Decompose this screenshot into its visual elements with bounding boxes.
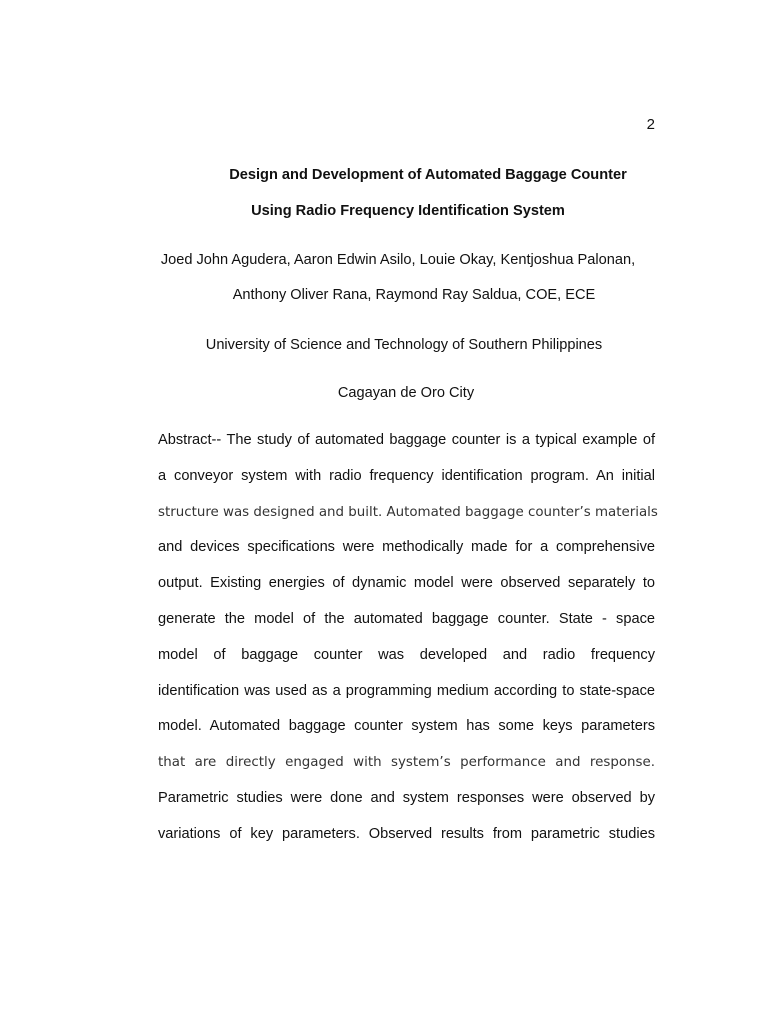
abstract-line: structure was designed and built. Automated baggage counter’s materials xyxy=(158,504,658,520)
abstract-line: that are directly engaged with system’s performance and response. xyxy=(158,755,655,771)
abstract-line: variations of key parameters. Observed results from parametric studies xyxy=(158,825,655,842)
abstract-line: identification was used as a programming medium according to state-space xyxy=(158,682,655,699)
abstract-line: model of baggage counter was developed and radio frequency xyxy=(158,646,655,663)
abstract-line: generate the model of the automated baggage counter. State - space xyxy=(158,610,655,627)
abstract-paragraph xyxy=(158,423,658,853)
abstract-line: output. Existing energies of dynamic model were observed separately to xyxy=(158,575,655,592)
abstract-line: Parametric studies were done and system responses were observed by xyxy=(158,789,655,806)
abstract-line: a conveyor system with radio frequency identification program. An initial xyxy=(158,467,655,484)
paper-title-line-1: Design and Development of Automated Baggage Counter xyxy=(229,167,627,183)
page-number: 2 xyxy=(646,116,655,133)
paper-title-line-2: Using Radio Frequency Identification System xyxy=(251,203,565,219)
abstract-line: and devices specifications were methodically made for a comprehensive xyxy=(158,539,655,556)
location: Cagayan de Oro City xyxy=(337,385,475,401)
abstract-line: Abstract-- The study of automated baggage counter is a typical example of xyxy=(158,432,655,448)
authors-line-2: Anthony Oliver Rana, Raymond Ray Saldua, COE, ECE xyxy=(232,287,596,303)
authors-line-1: Joed John Agudera, Aaron Edwin Asilo, Louie Okay, Kentjoshua Palonan, xyxy=(160,252,636,268)
abstract-line: model. Automated baggage counter system has some keys parameters xyxy=(158,718,655,735)
affiliation: University of Science and Technology of Southern Philippines xyxy=(205,337,603,353)
